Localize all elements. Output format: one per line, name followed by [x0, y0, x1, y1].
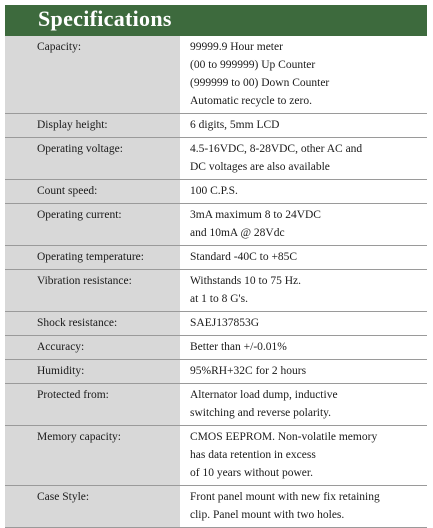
spec-value — [180, 204, 427, 246]
spec-value-line: and 10mA @ 28Vdc — [190, 227, 285, 239]
spec-row — [5, 426, 427, 486]
spec-value-line: CMOS EEPROM. Non-volatile memory — [190, 431, 378, 443]
specifications-panel — [5, 5, 427, 528]
spec-value — [180, 384, 427, 426]
spec-value-line: at 1 to 8 G's. — [190, 293, 248, 305]
spec-value-line: clip. Panel mount with two holes. — [190, 509, 345, 521]
spec-value-line: Alternator load dump, inductive — [190, 389, 338, 401]
spec-row — [5, 360, 427, 384]
spec-value-line: Better than +/-0.01% — [190, 341, 287, 353]
spec-label: Operating voltage: — [5, 138, 180, 180]
spec-label: Vibration resistance: — [5, 270, 180, 312]
spec-value-line: 95%RH+32C for 2 hours — [190, 365, 307, 377]
spec-value-line: (00 to 999999) Up Counter — [190, 59, 316, 71]
spec-label: Operating current: — [5, 204, 180, 246]
spec-label: Humidity: — [5, 360, 180, 384]
spec-value-line: switching and reverse polarity. — [190, 407, 332, 419]
spec-row — [5, 138, 427, 180]
specifications-header — [5, 5, 427, 36]
spec-row — [5, 486, 427, 528]
spec-label: Display height: — [5, 114, 180, 138]
spec-row — [5, 312, 427, 336]
spec-row — [5, 114, 427, 138]
spec-value — [180, 180, 427, 204]
spec-value-line: SAEJ137853G — [190, 317, 260, 329]
spec-value-line: Front panel mount with new fix retaining — [190, 491, 380, 503]
spec-value-line: 100 C.P.S. — [190, 185, 238, 197]
spec-value — [180, 270, 427, 312]
spec-value — [180, 138, 427, 180]
specifications-title: Specifications — [38, 6, 172, 31]
spec-value-line: 3mA maximum 8 to 24VDC — [190, 209, 321, 221]
spec-value-line: has data retention in excess — [190, 449, 316, 461]
spec-value-line: 99999.9 Hour meter — [190, 41, 283, 53]
spec-value — [180, 36, 427, 114]
spec-value-line: Standard -40C to +85C — [190, 251, 298, 263]
spec-label: Accuracy: — [5, 336, 180, 360]
spec-value — [180, 114, 427, 138]
spec-row — [5, 204, 427, 246]
spec-label: Shock resistance: — [5, 312, 180, 336]
spec-row — [5, 246, 427, 270]
spec-label: Memory capacity: — [5, 426, 180, 486]
spec-value-line: 6 digits, 5mm LCD — [190, 119, 280, 131]
spec-value — [180, 336, 427, 360]
spec-row — [5, 36, 427, 114]
spec-value — [180, 246, 427, 270]
spec-value-line: Withstands 10 to 75 Hz. — [190, 275, 302, 287]
spec-value-line: DC voltages are also available — [190, 161, 330, 173]
specifications-table-body — [5, 36, 427, 528]
spec-value-line: of 10 years without power. — [190, 467, 313, 479]
spec-value-line: 4.5-16VDC, 8-28VDC, other AC and — [190, 143, 363, 155]
spec-value — [180, 486, 427, 528]
spec-value-line: Automatic recycle to zero. — [190, 95, 312, 107]
spec-value — [180, 312, 427, 336]
spec-row — [5, 270, 427, 312]
spec-row — [5, 336, 427, 360]
spec-label: Protected from: — [5, 384, 180, 426]
spec-row — [5, 384, 427, 426]
spec-label: Count speed: — [5, 180, 180, 204]
spec-label: Capacity: — [5, 36, 180, 114]
spec-value — [180, 360, 427, 384]
specifications-table — [5, 36, 427, 528]
spec-value-line: (999999 to 00) Down Counter — [190, 77, 330, 89]
spec-label: Case Style: — [5, 486, 180, 528]
spec-row — [5, 180, 427, 204]
spec-label: Operating temperature: — [5, 246, 180, 270]
spec-value — [180, 426, 427, 486]
